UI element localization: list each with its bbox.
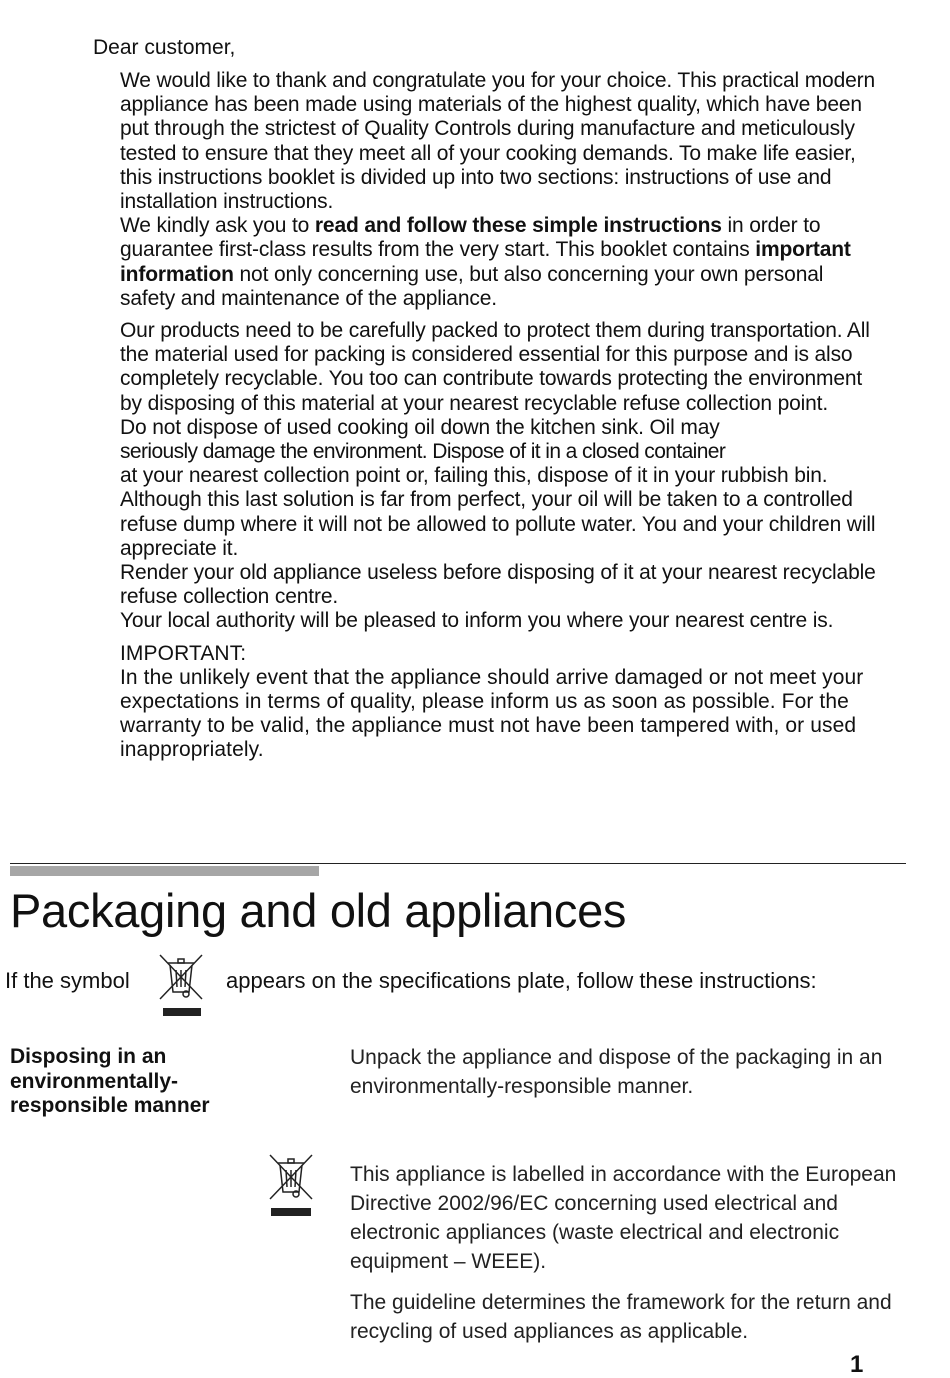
- greeting: Dear customer,: [93, 36, 236, 59]
- packaging-paragraph: Our products need to be carefully packed to protect them during transportation. All the material used for packing is considered essential for this purpose and is also completely recyclable. You too can contribute towards protecting the environment by disposing of this material at your nearest recyclable refuse collection point.: [120, 319, 870, 415]
- weee-block: [350, 1160, 910, 1346]
- oil-paragraph: [120, 416, 880, 561]
- unpack-block: [350, 1043, 910, 1101]
- page-number: 1: [850, 1351, 864, 1378]
- guideline-text: The guideline determines the framework for the return and recycling of used appliances as applicable.: [350, 1291, 892, 1343]
- section-title: Packaging and old appliances: [10, 884, 627, 937]
- bold-run: read and follow these simple instructions: [314, 214, 722, 238]
- important-notice: [120, 642, 880, 763]
- crossed-out-wheelie-bin-icon: [156, 952, 206, 1020]
- weee-text: This appliance is labelled in accordance with the European Directive 2002/96/EC concerning used electrical and electronic appliances (waste electrical and electronic equipment – WEEE).: [350, 1163, 897, 1273]
- important-label: IMPORTANT:: [120, 641, 247, 665]
- important-text: In the unlikely event that the appliance should arrive damaged or not meet your expectations in terms of quality, please inform us as soon as possible. For the warranty to be valid, the appliance must not have been tampered with, or used inappropriately.: [120, 665, 864, 762]
- instructions-paragraph: [120, 214, 880, 311]
- old-appliance-paragraph: Render your old appliance useless before disposing of it at your nearest recyclable refuse collection centre.: [120, 561, 876, 609]
- side-heading: Disposing in an environmentally-responsible manner: [10, 1045, 210, 1117]
- letter-body: [120, 69, 880, 763]
- local-authority-paragraph: Your local authority will be pleased to inform you where your nearest centre is.: [120, 609, 834, 633]
- text-run: Do not dispose of used cooking oil down the kitchen sink. Oil may: [120, 415, 720, 439]
- intro-paragraph: We would like to thank and congratulate you for your choice. This practical modern appliance has been made using materials of the highest quality, which have been put through the strictest of Quality Controls during manufacture and meticulously tested to ensure that they meet all of your cooking demands. To make life easier, this instructions booklet is divided up into two sections: instructions of use and installation instructions.: [120, 69, 876, 214]
- section-divider-accent: [10, 866, 319, 876]
- text-run: in order to guarantee first-class results from the very start. This booklet contains: [120, 214, 821, 262]
- symbol-prefix: If the symbol: [5, 968, 130, 993]
- text-run: at your nearest collection point or, failing this, dispose of it in your rubbish bin. Although this last solution is far from perfect, your oil will be taken to a controlled refuse dump where it will not be allowed to pollute water. You and your children will appreciate it.: [120, 464, 876, 560]
- text-run: We kindly ask you to: [120, 214, 315, 238]
- symbol-suffix: appears on the specifications plate, follow these instructions:: [226, 968, 817, 993]
- bold-run: important information: [120, 238, 851, 286]
- text-run: not only concerning use, but also concerning your own personal safety and maintenance of the appliance.: [120, 262, 824, 310]
- unpack-text: Unpack the appliance and dispose of the packaging in an environmentally-responsible manner.: [350, 1046, 883, 1098]
- section-divider: [10, 863, 906, 864]
- crossed-out-wheelie-bin-icon: [266, 1152, 316, 1220]
- text-run: seriously damage the environment. Dispose of it in a closed container: [120, 440, 726, 464]
